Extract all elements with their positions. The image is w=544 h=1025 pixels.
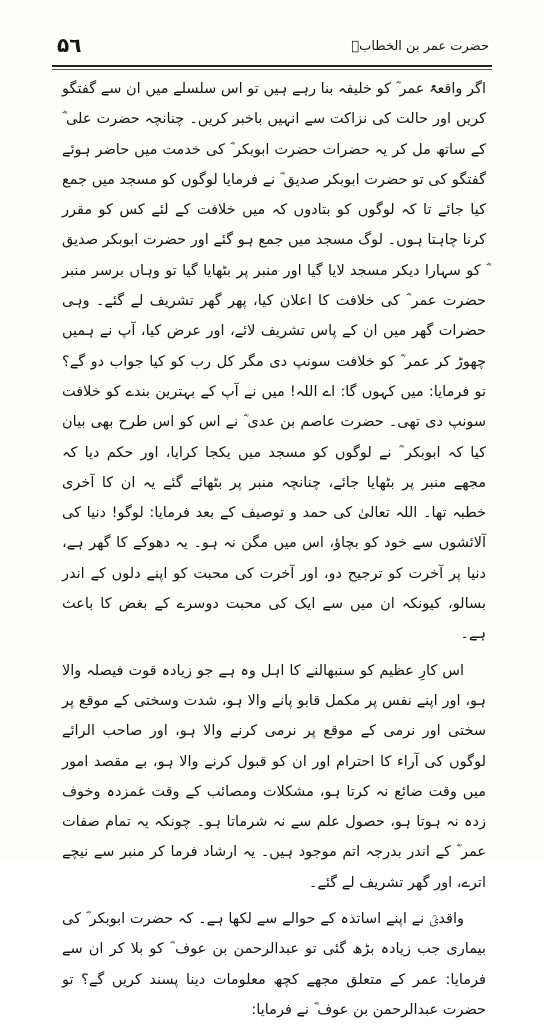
running-title: حضرت عمر بن الخطابؓ [351,39,489,54]
paragraph: اگر واقعۃً عمر ؓ کو خلیفہ بنا رہے ہیں تو اس سلسلے میں ان سے گفتگو کریں اور حالت کی نزاکت سے انہیں باخبر کریں۔ چنانچہ حضرت علی ؓ کے ساتھ مل کر یہ حضرات حضرت ابوبکر ؓ کی خدمت میں حاضر ہوئے گفتگو کی تو حضرت ابوبکر صدیق ؓ نے فرمایا لوگوں کو مسجد میں جمع کیا جائے تا کہ لوگوں کو بتادوں کہ میں خلافت کے لئے کس کو مقرر کرنا چاہتا ہوں۔ لوگ مسجد میں جمع ہو گئے اور حضرت ابوبکر صدیق ؓ کو سہارا دیکر مسجد لایا گیا اور منبر پر بٹھایا گیا تو وہاں برسر منبر حضرت عمر ؓ کی خلافت کا اعلان کیا، پھر گھر تشریف لے گئے۔ وہی حضرات گھر میں ان کے پاس تشریف لائے، اور عرض کیا، آپ نے ہمیں چھوڑ کر عمر ؓ کو خلافت سونپ دی مگر کل رب کو کیا جواب دو گے؟ تو فرمایا: میں کہوں گا: اے اللہ! میں نے آپ کے بہترین بندے کو خلافت سونپ دی تھی۔ حضرت عاصم بن عدی ؓ نے اس کو اس طرح بھی بیان کیا کہ ابوبکر ؓ نے لوگوں کو مسجد میں یکجا کرایا، اور حکم دیا کہ مجھے منبر پر بٹھایا جائے، چنانچہ منبر پر بٹھائے گئے یہ ان کا آخری خطبہ تھا۔ اللہ تعالیٰ کی حمد و توصیف کے بعد فرمایا: لوگو! دنیا کی آلائشوں سے خود کو بچاؤ، اس میں مگن نہ ہو۔ یہ دھوکے کا گھر ہے، دنیا پر آخرت کو ترجیح دو، اور آخرت کی محبت کو اپنے دلوں کے اندر بسالو، کیونکہ ان میں سے ایک کی محبت دوسرے کے بغض کا باعث ہے۔ [62,81,486,643]
body-text [62,74,486,1018]
header-divider-thin [52,69,492,70]
page-number: ۵٦ [57,33,82,57]
page-header [55,30,489,66]
paragraph: اس کارِ عظیم کو سنبھالنے کا اہل وہ ہے جو زیادہ قوت فیصلہ والا ہو، اور اپنے نفس پر مکمل قابو پانے والا ہو، شدت وسختی کے موقع پر سختی اور نرمی کے موقع پر نرمی کرنے والا ہو، اور صاحب الرائے لوگوں کی آراء کا احترام اور ان کو قبول کرنے والا ہو، بے مقصد امور میں وقت ضائع نہ کرتا ہو، مشکلات ومصائب کے وقت غمزدہ وخوف زدہ نہ ہوتا ہو، حصول علم سے نہ شرماتا ہو۔ چونکہ یہ تمام صفات عمر ؓ کے اندر بدرجہ اتم موجود ہیں۔ یہ ارشاد فرما کر منبر سے نیچے اترے، اور گھر تشریف لے گئے۔ [62,662,486,891]
header-divider [52,65,492,67]
paragraph: واقدیؒ نے اپنے اساتذہ کے حوالے سے لکھا ہے۔ کہ حضرت ابوبکر ؓ کی بیماری جب زیادہ بڑھ گئی تو عبدالرحمن بن عوف ؓ کو بلا کر ان سے فرمایا: عمر کے متعلق مجھے کچھ معلومات دینا پسند کریں گے؟ تو حضرت عبدالرحمن بن عوف ؓ نے فرمایا: [62,911,486,1018]
